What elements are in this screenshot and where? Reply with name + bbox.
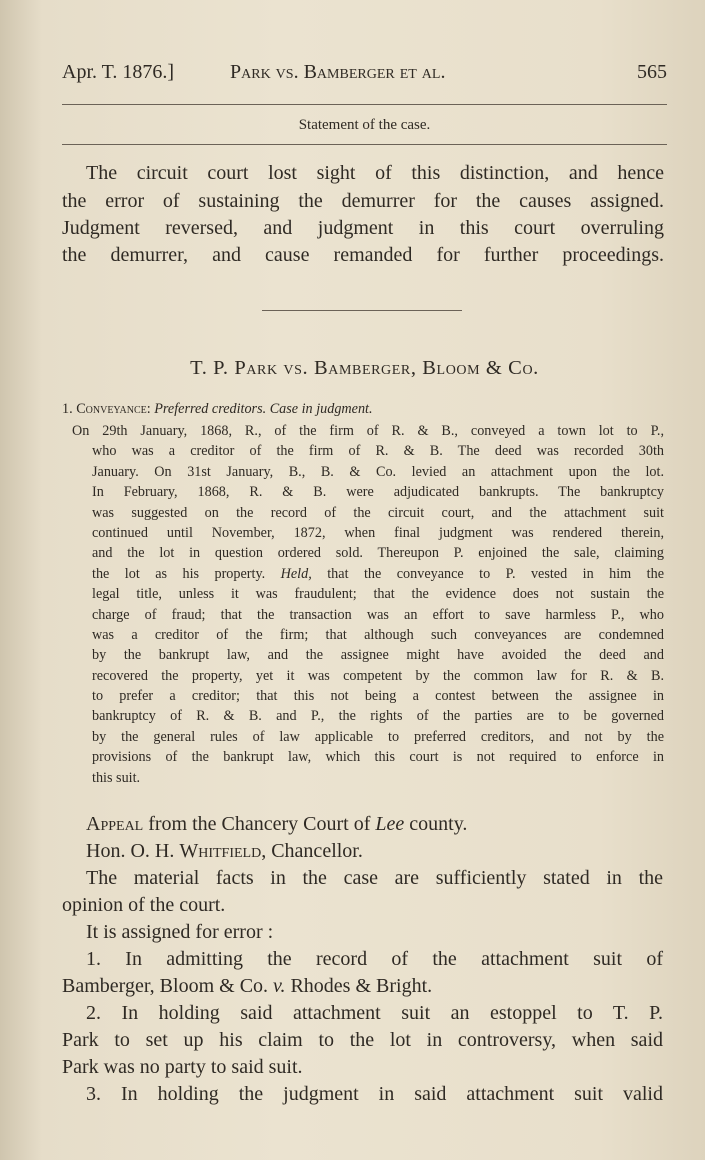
chancellor-suffix: , Chancellor.	[261, 840, 363, 862]
text-line: Park to set up his claim to the lot in controversy, when said	[62, 1029, 663, 1051]
header-rule	[62, 104, 667, 105]
text-line: It is assigned for error :	[86, 921, 274, 943]
text-line: to prefer a creditor; that this not being a contest between the assignee in	[92, 688, 664, 705]
text-line: the error of sustaining the demurrer for the causes assigned.	[62, 190, 664, 212]
error-item-1-cont	[62, 973, 432, 1000]
held-line	[92, 564, 664, 584]
text-segment: Bamberger, Bloom & Co.	[62, 975, 269, 997]
text-line: who was a creditor of the firm of R. & B. The deed was recorded 30th	[92, 443, 664, 460]
headnote-first-line	[72, 421, 664, 441]
text-line: was a creditor of the firm; that although such conveyances are condemned	[92, 626, 664, 643]
text-line: The circuit court lost sight of this distinction, and hence	[86, 162, 664, 184]
headnote-topic: Preferred creditors. Case in judgment.	[154, 401, 373, 417]
text-line: legal title, unless it was fraudulent; that the evidence does not sustain the	[92, 586, 664, 603]
running-head	[62, 58, 667, 86]
error-item-2: 2. In holding said attachment suit an estoppel to T. P.	[86, 1002, 663, 1024]
text-segment: Rhodes & Bright.	[290, 975, 433, 997]
text-line: by the general rules of law applicable to preferred creditors, and not by the	[92, 728, 664, 745]
case-title: T. P. Park vs. Bamberger, Bloom & Co.	[190, 357, 539, 379]
text-line: Judgment reversed, and judgment in this court overruling	[62, 217, 664, 239]
caption-rule	[62, 144, 667, 145]
text-line: The material facts in the case are sufficiently stated in the	[86, 867, 663, 889]
chancellor-name: Whitfield	[179, 840, 262, 862]
text-line: recovered the property, yet it was competent by the common law for R. & B.	[92, 667, 664, 684]
case-running-title: Park vs. Bamberger et al.	[230, 61, 446, 83]
text-line: In February, 1868, R. & B. were adjudicated bankrupts. The bankruptcy	[92, 484, 664, 501]
text-segment: the lot as his property.	[92, 565, 266, 582]
text-line: continued until November, 1872, when final judgment was rendered therein,	[92, 524, 664, 541]
text-line: charge of fraud; that the transaction was an effort to save harmless P., who	[92, 606, 664, 623]
headnote	[62, 399, 664, 419]
county-name: Lee	[375, 813, 405, 835]
versus: v.	[273, 975, 286, 997]
text-line: On 29th January, 1868, R., of the firm of R. & B., conveyed a town lot to P.,	[72, 423, 664, 439]
section-divider	[262, 310, 462, 311]
text-line: was suggested on the record of the circuit court, and the attachment suit	[92, 504, 664, 521]
error-item-3: 3. In holding the judgment in said attachment suit valid	[86, 1083, 663, 1105]
held-word: Held,	[280, 565, 312, 582]
appeal-from: from the Chancery Court of	[148, 813, 371, 835]
chancellor-prefix: Hon. O. H.	[86, 840, 175, 862]
text-line: this suit.	[92, 769, 141, 786]
appeal-line	[86, 811, 467, 838]
term-label: Apr. T. 1876.]	[62, 61, 175, 83]
text-line: bankruptcy of R. & B. and P., the rights of the parties are to be governed	[92, 708, 664, 725]
headnote-label: 1. Conveyance:	[62, 401, 151, 417]
text-line: the demurrer, and cause remanded for further proceedings.	[62, 244, 664, 266]
text-line: provisions of the bankrupt law, which this court is not required to enforce in	[92, 749, 664, 766]
text-line: by the bankrupt law, and the assignee might have avoided the deed and	[92, 647, 664, 664]
statement-caption: Statement of the case.	[298, 117, 431, 133]
headnote-body	[92, 441, 664, 788]
text-line: opinion of the court.	[62, 894, 226, 916]
page-number: 565	[637, 61, 667, 83]
appeal-word: Appeal	[86, 813, 144, 835]
error-item-1: 1. In admitting the record of the attachment suit of	[86, 948, 663, 970]
chancellor-line	[86, 838, 363, 865]
county-word: county.	[409, 813, 468, 835]
text-segment: that the conveyance to P. vested in him the	[327, 565, 664, 582]
text-line: January. On 31st January, B., B. & Co. levied an attachment upon the lot.	[92, 463, 664, 480]
headnote-label-line	[62, 399, 664, 419]
text-line: and the lot in question ordered sold. Thereupon P. enjoined the sale, claiming	[92, 545, 664, 562]
text-line: Park was no party to said suit.	[62, 1056, 303, 1078]
